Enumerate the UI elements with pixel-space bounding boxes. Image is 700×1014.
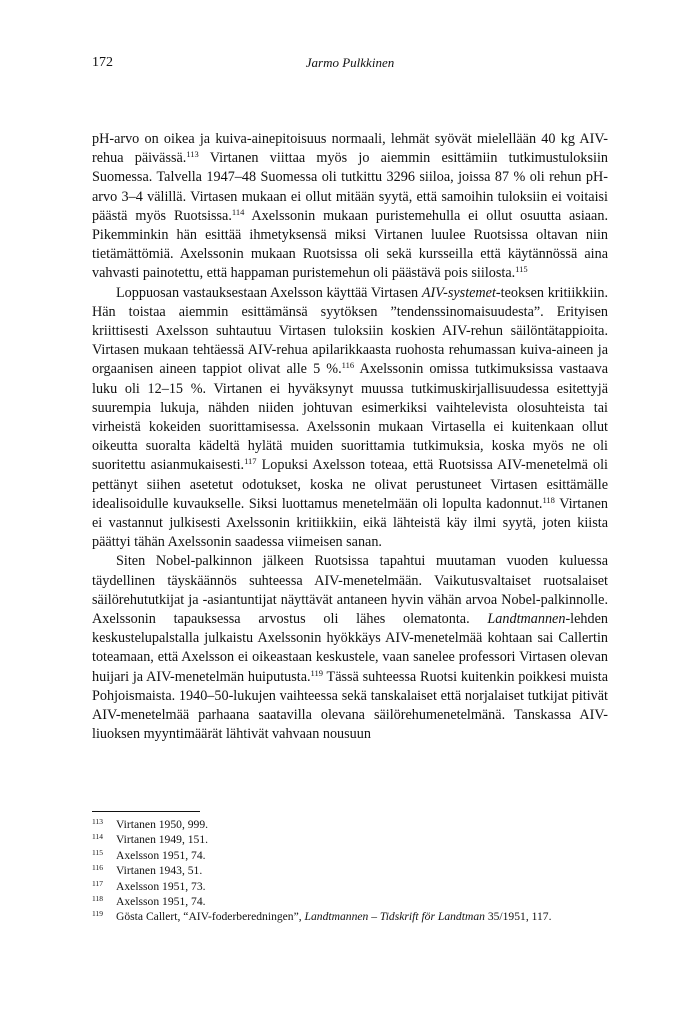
footnote (92, 817, 608, 832)
page-number: 172 (92, 55, 113, 70)
footnote (92, 909, 608, 924)
footnote-text: Axelsson 1951, 74. (116, 848, 206, 862)
footnote-number: 118 (92, 894, 103, 904)
paragraph-text: Virtanen ei vastannut julkisesti Axelssonin kritiikkiin, eikä lähteistä käy ilmi syytä, joten kiista päättyi tähän Axelssonin saadessa viimeisen sanan. (92, 495, 608, 551)
running-head: Jarmo Pulkkinen (305, 55, 395, 70)
paragraph-text: Virtanen viittaa myös jo aiemmin esittämiin tutkimustuloksiin Suomessa. Talvella 1947–48 Suomessa oli tutkittu 3296 siiloa, joissa 87 % oli rehun pH-arvo 3–4 välillä. Virtasen mukaan ei ollut mitään syytä, että samoihin tuloksiin ei voitaisi päästä myös Ruotsissa. (92, 150, 608, 224)
footnote (92, 863, 608, 878)
paragraph-italic: AIV-systemet (421, 284, 496, 301)
paragraph-text: Loppuosan vastauksestaan Axelsson käyttää Virtasen (116, 284, 422, 301)
footnote-italic: Landtmannen – Tidskrift för Landtman (304, 910, 485, 924)
footnote (92, 894, 608, 909)
footnote-divider (92, 811, 200, 812)
footnote-ref: 116 (341, 360, 355, 371)
footnote-number: 116 (92, 863, 103, 873)
footnote (92, 848, 608, 863)
footnote-text: 35/1951, 117. (484, 910, 552, 924)
paragraph-text: Siten Nobel-palkinnon jälkeen Ruotsissa tapahtui muutaman vuoden kuluessa täydellinen täyskäännös suhteessa AIV-menetelmään. Vaikutusvaltaiset ruotsalaiset säilörehututkijat ja -asiantuntijat näyttävät antaneen hyvin vähän arvoa Nobel-palkinnolle. Axelssonin tapauksessa arvostus oli lähes olematonta. (92, 553, 608, 628)
footnote-number: 117 (92, 878, 103, 888)
body-text (92, 130, 608, 745)
footnote-text: Virtanen 1950, 999. (116, 818, 209, 831)
paragraph-text: Tässä suhteessa Ruotsi kuitenkin poikkesi muista Pohjoismaista. 1940–50-lukujen vaihteessa sekä tanskalaiset että norjalaiset tutkijat pitivät AIV-menetelmää parhaana saatavilla olevana säilörehumenetelmänä. Tanskassa AIV-liuoksen myyntimäärät lähtivät vahvaan nousuun (92, 668, 609, 743)
footnote (92, 879, 608, 894)
footnote-ref: 114 (231, 206, 245, 217)
footnote-ref: 117 (244, 456, 257, 467)
footnote-number: 114 (92, 832, 103, 842)
footnote-ref: 113 (186, 149, 199, 160)
paragraph (92, 130, 608, 284)
footnote (92, 832, 608, 847)
paragraph-text: -teoksen kritiikkiin. Hän toistaa aiemmin esittämänsä syytöksen ”tendenssinomaisuudesta”. Erityisen kriittisesti Axelsson suhtautuu Virtasen tuloksiin koskien AIV-rehun säilöntätappioita. Virtasen mukaan tehtäessä AIV-rehua apilarikkaasta ruohosta rehumassan kuiva-aineen ja orgaanisen aineen tappiot olivat alle 5 %. (92, 284, 608, 378)
footnote-text: Virtanen 1949, 151. (116, 833, 209, 847)
footnote-number: 113 (92, 817, 103, 826)
paragraph-text: Axelssonin omissa tutkimuksissa vastaava luku oli 12–15 %. Virtanen ei hyväksynyt muussa tutkimuskirjallisuudessa esitettyjä suurempia lukuja, nähden niiden johtuvan esimerkiksi vaihtelevista olosuhteista tai virheistä kokeiden suorittamisessa. Axelssonin mukaan Virtasella ei kuitenkaan ollut oikeutta suoralta kädeltä hylätä muiden suorittamia tutkimuksia, koska myös ne oli suoritettu asianmukaisesti. (92, 361, 608, 474)
footnote-text: Axelsson 1951, 73. (116, 879, 206, 893)
footnotes (92, 817, 608, 925)
paragraph (92, 552, 608, 744)
paragraph-text: -lehden keskustelupalstalla julkaistu Axelssonin hyökkäys AIV-menetelmää kohtaan sai Callertin toteamaan, että Axelsson ei oikeastaan keskustele, vaan sanelee professori Virtasen olevan huijari ja AIV-menetelmän huiputusta. (92, 611, 608, 685)
footnote-number: 119 (92, 909, 103, 919)
footnote-ref: 115 (515, 264, 528, 275)
paragraph-text: pH-arvo on oikea ja kuiva-ainepitoisuus normaali, lehmät syövät mielellään 40 kg AIV-rehua päivässä. (92, 131, 608, 167)
footnote-ref: 118 (542, 494, 555, 505)
paragraph-text: Lopuksi Axelsson toteaa, että Ruotsissa AIV-menetelmä oli pettänyt siihen asetetut odotukset, koska ne olivat perustuneet Virtasen esittämälle idealisoidulle kuvaukselle. Siksi luottamus menetelmään oli lopulta kadonnut. (92, 457, 608, 512)
footnote-text: Axelsson 1951, 74. (116, 895, 206, 909)
footnote-ref: 119 (310, 667, 323, 678)
paragraph (92, 284, 608, 553)
footnote-number: 115 (92, 847, 103, 857)
paragraph-italic: Landtmannen (487, 611, 566, 628)
footnote-text: Virtanen 1943, 51. (116, 864, 203, 878)
footnote-text: Gösta Callert, “AIV-foderberedningen”, (116, 910, 305, 924)
paragraph-text: Axelssonin mukaan puristemehulla ei ollut osuutta asiaan. Pikemminkin hän esittää ihmetyksensä miksi Virtanen luulee Ruotsissa oltavan niin tietämättömiä. Axelssonin mukaan Ruotsissa oli sekä kursseilla että käytännössä aina vahvasti painotettu, että happaman puristemehun oli päästävä pois siilosta. (92, 207, 608, 282)
